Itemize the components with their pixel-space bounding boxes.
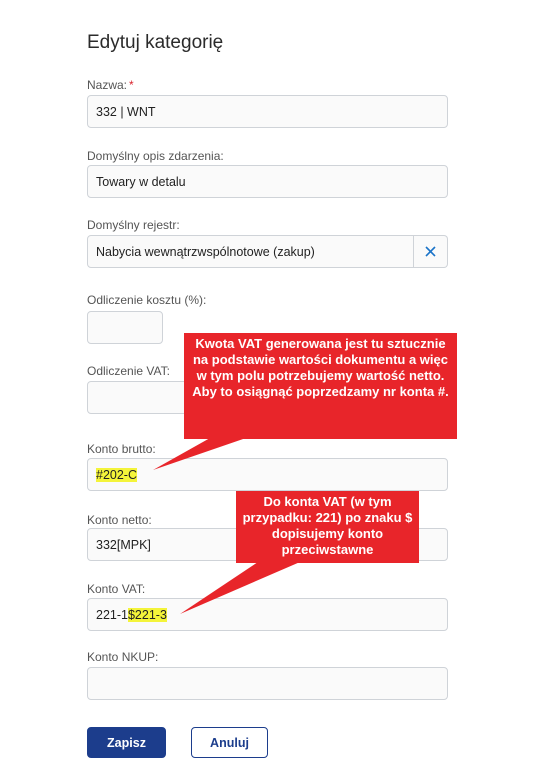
konto-nkup-label: Konto NKUP: — [87, 650, 159, 664]
konto-netto-label: Konto netto: — [87, 513, 152, 527]
nazwa-value: 332 | WNT — [96, 104, 156, 119]
callout-konto-vat: Do konta VAT (w tym przypadku: 221) po znaku $ dopisujemy konto przeciwstawne — [236, 491, 419, 563]
callout-vat-pointer — [180, 562, 300, 614]
rejestr-value: Nabycia wewnątrzwspólnotowe (zakup) — [96, 244, 315, 259]
opis-label: Domyślny opis zdarzenia: — [87, 149, 224, 163]
page-title: Edytuj kategorię — [87, 32, 224, 53]
required-marker: * — [129, 78, 134, 92]
konto-vat-label: Konto VAT: — [87, 582, 146, 596]
save-button[interactable]: Zapisz — [87, 727, 166, 758]
opis-value: Towary w detalu — [96, 174, 186, 189]
konto-netto-value: 332[MPK] — [96, 537, 151, 552]
odliczenie-vat-label: Odliczenie VAT: — [87, 364, 170, 378]
konto-vat-value-highlight: $221-3 — [127, 607, 167, 622]
rejestr-label: Domyślny rejestr: — [87, 218, 180, 232]
odliczenie-kosztu-label: Odliczenie kosztu (%): — [87, 293, 207, 307]
cancel-button[interactable]: Anuluj — [191, 727, 268, 758]
konto-brutto-value: #202-C — [96, 467, 137, 482]
nazwa-label-text: Nazwa: — [87, 78, 128, 92]
konto-vat-value-plain: 221-1 — [96, 607, 128, 622]
callout-brutto-pointer — [153, 438, 246, 470]
konto-brutto-label: Konto brutto: — [87, 442, 156, 456]
callout-vat-brutto: Kwota VAT generowana jest tu sztucznie na podstawie wartości dokumentu a więc w tym polu potrzebujemy wartość netto. Aby to osiągnąć poprzedzamy nr konta #. — [184, 333, 457, 439]
